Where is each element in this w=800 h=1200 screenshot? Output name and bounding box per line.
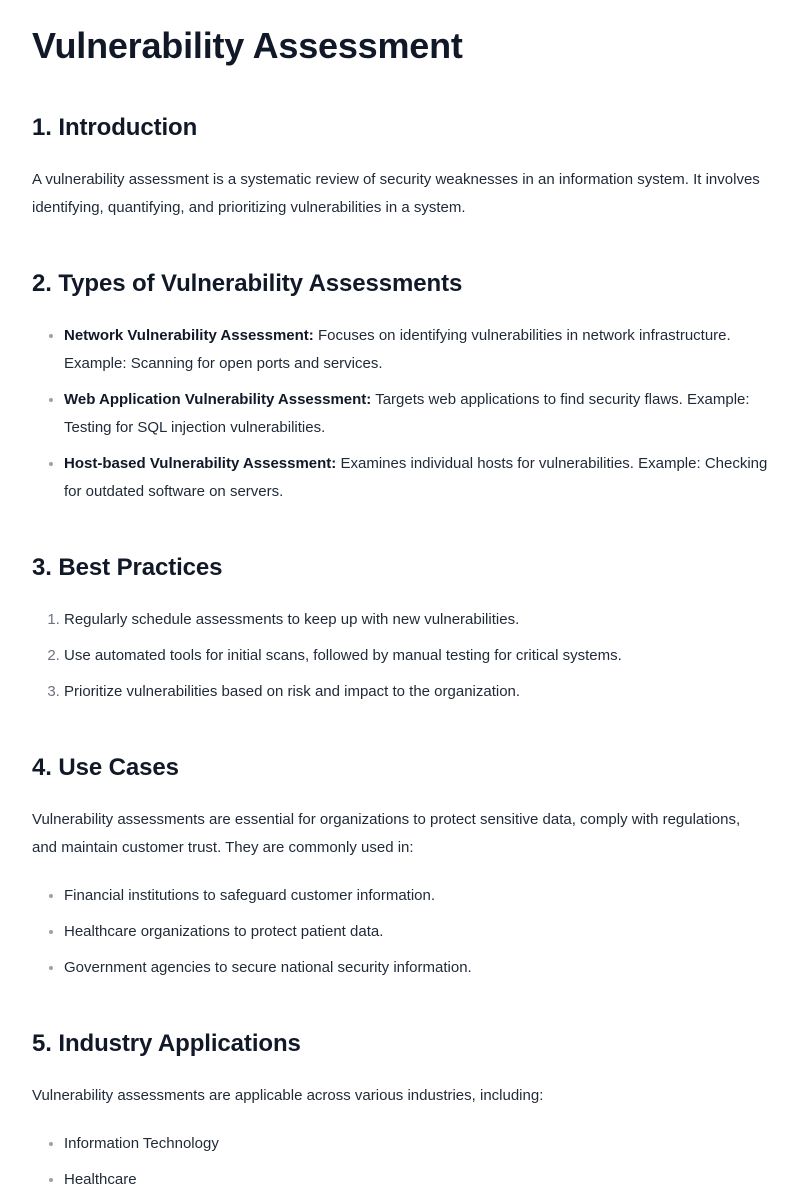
section-types xyxy=(32,268,768,506)
page-title: Vulnerability Assessment xyxy=(32,25,463,66)
section-heading-introduction: 1. Introduction xyxy=(32,114,198,141)
types-list xyxy=(32,322,768,506)
section-industry-applications xyxy=(32,1028,768,1194)
list-item xyxy=(64,450,768,506)
section-heading-use-cases: 4. Use Cases xyxy=(32,754,179,781)
industry-applications-paragraph: Vulnerability assessments are applicable across various industries, including: xyxy=(32,1087,544,1104)
list-item-term: Host-based Vulnerability Assessment: xyxy=(64,455,337,472)
introduction-paragraph: A vulnerability assessment is a systematic review of security weaknesses in an information system. It involves identifying, quantifying, and prioritizing vulnerabilities in a system. xyxy=(32,171,760,216)
list-item: • Financial institutions to safeguard customer information. xyxy=(64,882,768,910)
section-heading-types: 2. Types of Vulnerability Assessments xyxy=(32,270,463,297)
list-item: 2. Use automated tools for initial scans, followed by manual testing for critical systems. xyxy=(64,642,768,670)
list-item: 3. Prioritize vulnerabilities based on risk and impact to the organization. xyxy=(64,678,768,706)
section-heading-best-practices: 3. Best Practices xyxy=(32,554,223,581)
list-item-term: Network Vulnerability Assessment: xyxy=(64,327,314,344)
list-item: 1. Regularly schedule assessments to keep up with new vulnerabilities. xyxy=(64,606,768,634)
section-heading-industry-applications: 5. Industry Applications xyxy=(32,1030,301,1057)
list-item-text: Focuses on identifying vulnerabilities in network infrastructure. Example: Scanning for open ports and services. xyxy=(64,327,731,372)
list-item xyxy=(64,386,768,442)
section-introduction xyxy=(32,112,768,222)
list-item-term: Web Application Vulnerability Assessment: xyxy=(64,391,372,408)
list-item: • Healthcare xyxy=(64,1166,768,1194)
list-item: • Government agencies to secure national security information. xyxy=(64,954,768,982)
section-best-practices xyxy=(32,552,768,706)
list-item: • Information Technology xyxy=(64,1130,768,1158)
industry-applications-list xyxy=(32,1130,768,1194)
use-cases-paragraph: Vulnerability assessments are essential for organizations to protect sensitive data, comply with regulations, and maintain customer trust. They are commonly used in: xyxy=(32,811,741,856)
list-item-text: Examines individual hosts for vulnerabilities. Example: Checking for outdated software on servers. xyxy=(64,455,768,500)
section-use-cases xyxy=(32,752,768,982)
list-item xyxy=(64,322,768,378)
list-item-text: Targets web applications to find security flaws. Example: Testing for SQL injection vulnerabilities. xyxy=(64,391,750,436)
list-item: • Healthcare organizations to protect patient data. xyxy=(64,918,768,946)
best-practices-list xyxy=(32,606,768,706)
use-cases-list xyxy=(32,882,768,982)
